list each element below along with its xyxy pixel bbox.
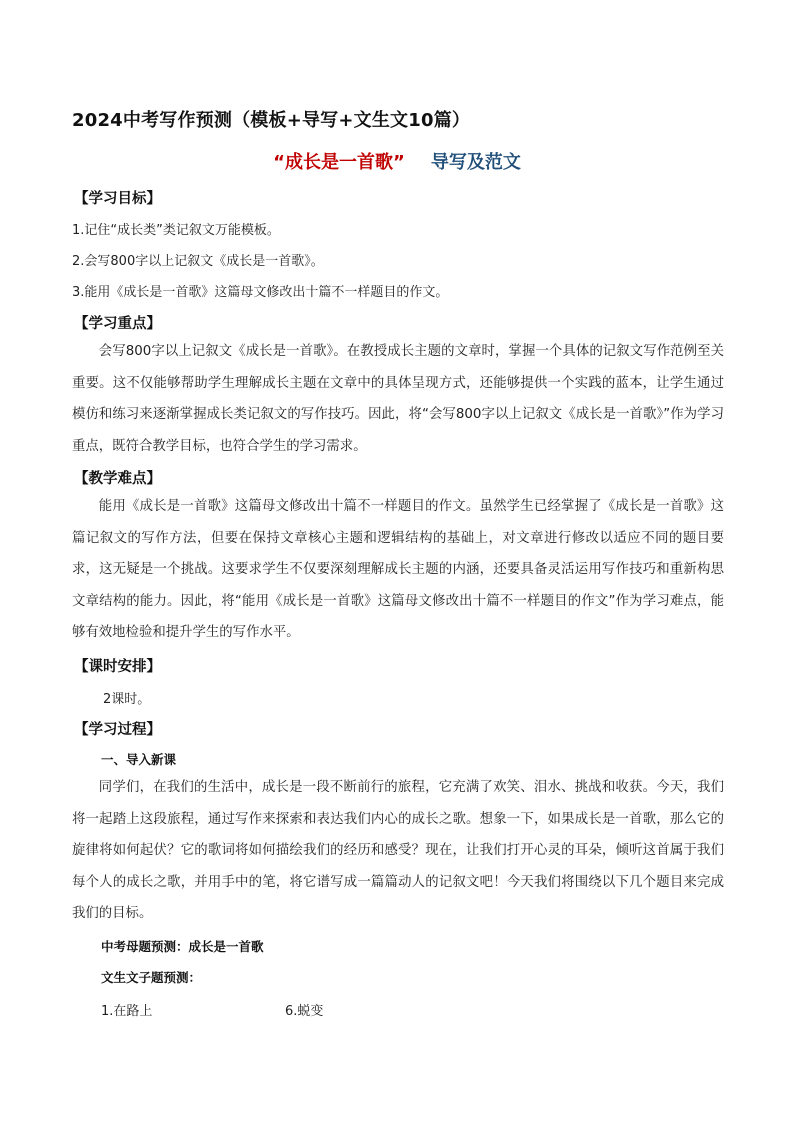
document-subtitle <box>0 148 794 174</box>
subtitle-topic: “成长是一首歌” <box>273 152 405 173</box>
goals-heading: 【学习目标】 <box>74 191 161 207</box>
goal-item: 1.记住“成长类”类记叙文万能模板。 <box>72 223 280 238</box>
intro-paragraph: 同学们，在我们的生活中，成长是一段不断前行的旅程，它充满了欢笑、泪水、挑战和收获。今天，我们将一起踏上这段旅程，通过写作来探索和表达我们内心的成长之歌。想象一下，如果成长是一首歌，那么它的旋律将如何起伏？它的歌词将如何描绘我们的经历和感受？现在，让我们打开心灵的耳朵，倾听这首属于我们每个人的成长之歌，并用手中的笔，将它谱写成一篇篇动人的记叙文吧！今天我们将围绕以下几个题目来完成我们的目标。 <box>72 780 724 921</box>
goal-item: 3.能用《成长是一首歌》这篇母文修改出十篇不一样题目的作文。 <box>72 285 449 300</box>
topic-item: 6.蜕变 <box>285 1004 324 1019</box>
process-heading: 【学习过程】 <box>74 722 161 738</box>
mother-topic: 中考母题预测：成长是一首歌 <box>101 939 264 954</box>
sub-topics-label: 文生文子题预测： <box>101 970 202 985</box>
document-title: 2024中考写作预测（模板+导写+文生文10篇） <box>72 110 471 131</box>
schedule-text: 2课时。 <box>103 692 151 707</box>
key-points-heading: 【学习重点】 <box>74 316 161 332</box>
step-intro-title: 一、导入新课 <box>101 752 177 767</box>
difficulties-paragraph: 能用《成长是一首歌》这篇母文修改出十篇不一样题目的作文。虽然学生已经掌握了《成长是一首歌》这篇记叙文的写作方法，但要在保持文章核心主题和逻辑结构的基础上，对文章进行修改以适应不同的题目要求，这无疑是一个挑战。这要求学生不仅要深刻理解成长主题的内涵，还要具备灵活运用写作技巧和重新构思文章结构的能力。因此，将“能用《成长是一首歌》这篇母文修改出十篇不一样题目的作文”作为学习难点，能够有效地检验和提升学生的写作水平。 <box>72 499 724 640</box>
topic-item: 1.在路上 <box>101 1004 153 1019</box>
goal-item: 2.会写800字以上记叙文《成长是一首歌》。 <box>72 254 324 269</box>
difficulties-heading: 【教学难点】 <box>74 471 161 487</box>
schedule-heading: 【课时安排】 <box>74 659 161 675</box>
key-points-paragraph: 会写800字以上记叙文《成长是一首歌》。在教授成长主题的文章时，掌握一个具体的记叙文写作范例至关重要。这不仅能够帮助学生理解成长主题在文章中的具体呈现方式，还能够提供一个实践的蓝本，让学生通过模仿和练习来逐渐掌握成长类记叙文的写作技巧。因此，将“会写800字以上记叙文《成长是一首歌》”作为学习重点，既符合教学目标，也符合学生的学习需求。 <box>72 344 724 454</box>
subtitle-guide: 导写及范文 <box>430 152 521 173</box>
